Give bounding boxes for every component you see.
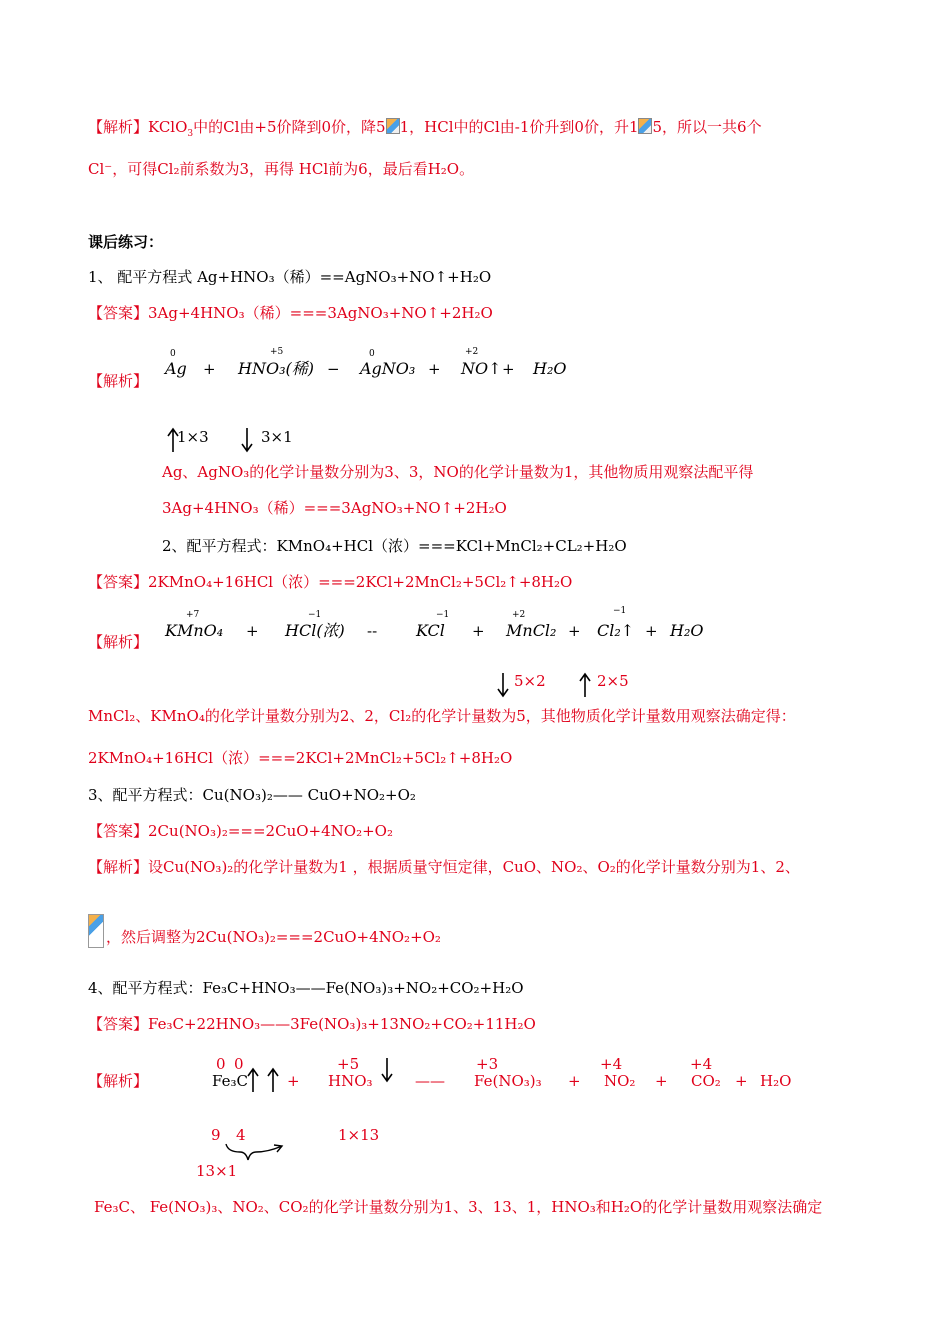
up-arrow-icon: [266, 1066, 280, 1094]
analysis-tag: 【解析】: [88, 118, 149, 136]
q4-answer: 【答案】Fe₃C+22HNO₃——3Fe(NO₃)₃+13NO₂+CO₂+11H₂O: [88, 1015, 536, 1033]
answer-tag: 【答案】: [88, 304, 149, 322]
q4-n9: 9: [211, 1126, 221, 1144]
intro-line-2: Cl⁻，可得Cl₂前系数为3，再得 HCl前为6，最后看H₂O。: [88, 160, 475, 178]
intro-line-1: 【解析】KClO$_3$中的Cl由+5价降到0价，降5 1，HCl中的Cl由-1价升到0价，升1 5，所以一共6个: [88, 118, 762, 139]
up-arrow-icon: [578, 671, 592, 699]
broken-image-icon: [638, 118, 652, 134]
q1-explain: Ag、AgNO₃的化学计量数分别为3、3，NO的化学计量数为1，其他物质用观察法配平得: [162, 463, 754, 481]
q2-result: 2KMnO₄+16HCl（浓）===2KCl+2MnCl₂+5Cl₂↑+8H₂O: [88, 749, 513, 767]
broken-image-icon: [386, 118, 400, 134]
q1-answer: 【答案】3Ag+4HNO₃（稀）===3AgNO₃+NO↑+2H₂O: [88, 304, 493, 322]
q2-answer: 【答案】2KMnO₄+16HCl（浓）===2KCl+2MnCl₂+5Cl₂↑+8H₂O: [88, 573, 573, 591]
q2-up-label: 2×5: [597, 672, 629, 690]
q3-answer: 【答案】2Cu(NO₃)₂===2CuO+4NO₂+O₂: [88, 822, 393, 840]
q3-analysis: 【解析】设Cu(NO₃)₂的化学计量数为1 ，根据质量守恒定律，CuO、NO₂、O₂的化学计量数分别为1、2、: [88, 858, 800, 876]
up-arrow-icon: [246, 1066, 260, 1094]
q1-result: 3Ag+4HNO₃（稀）===3AgNO₃+NO↑+2H₂O: [162, 499, 507, 517]
answer-tag: 【答案】: [88, 1015, 149, 1033]
q2-analysis-tag: 【解析】: [88, 633, 149, 651]
analysis-tag: 【解析】: [88, 858, 149, 876]
answer-tag: 【答案】: [88, 822, 149, 840]
q4-analysis-tag: 【解析】: [88, 1072, 149, 1090]
q3-analysis-2: ，然后调整为2Cu(NO₃)₂===2CuO+4NO₂+O₂: [106, 928, 441, 946]
section-title: 课后练习：: [88, 233, 164, 251]
q2-question: 2、配平方程式：KMnO₄+HCl（浓）===KCl+MnCl₂+CL₂+H₂O: [162, 537, 627, 555]
down-arrow-icon: [240, 426, 254, 454]
q1-up-label: 1×3: [177, 428, 209, 446]
answer-tag: 【答案】: [88, 573, 149, 591]
down-arrow-icon: [380, 1056, 394, 1084]
q4-n1x13: 1×13: [338, 1126, 380, 1144]
broken-image-icon: [88, 914, 104, 948]
q4-n4: 4: [236, 1126, 246, 1144]
q4-n13x1: 13×1: [196, 1162, 238, 1180]
down-arrow-icon: [496, 671, 510, 699]
q1-question: 1、 配平方程式 Ag+HNO₃（稀）==AgNO₃+NO↑+H₂O: [88, 268, 492, 286]
q4-explain: Fe₃C、 Fe(NO₃)₃、NO₂、CO₂的化学计量数分别为1、3、13、1，HNO₃和H₂O的化学计量数用观察法确定: [94, 1198, 823, 1216]
q2-explain: MnCl₂、KMnO₄的化学计量数分别为2、2，Cl₂的化学计量数为5，其他物质化学计量数用观察法确定得：: [88, 707, 796, 725]
q1-down-label: 3×1: [261, 428, 293, 446]
q1-analysis-tag: 【解析】: [88, 372, 149, 390]
q2-down-label: 5×2: [514, 672, 546, 690]
q3-question: 3、配平方程式：Cu(NO₃)₂—— CuO+NO₂+O₂: [88, 786, 416, 804]
q4-question: 4、配平方程式：Fe₃C+HNO₃——Fe(NO₃)₃+NO₂+CO₂+H₂O: [88, 979, 524, 997]
